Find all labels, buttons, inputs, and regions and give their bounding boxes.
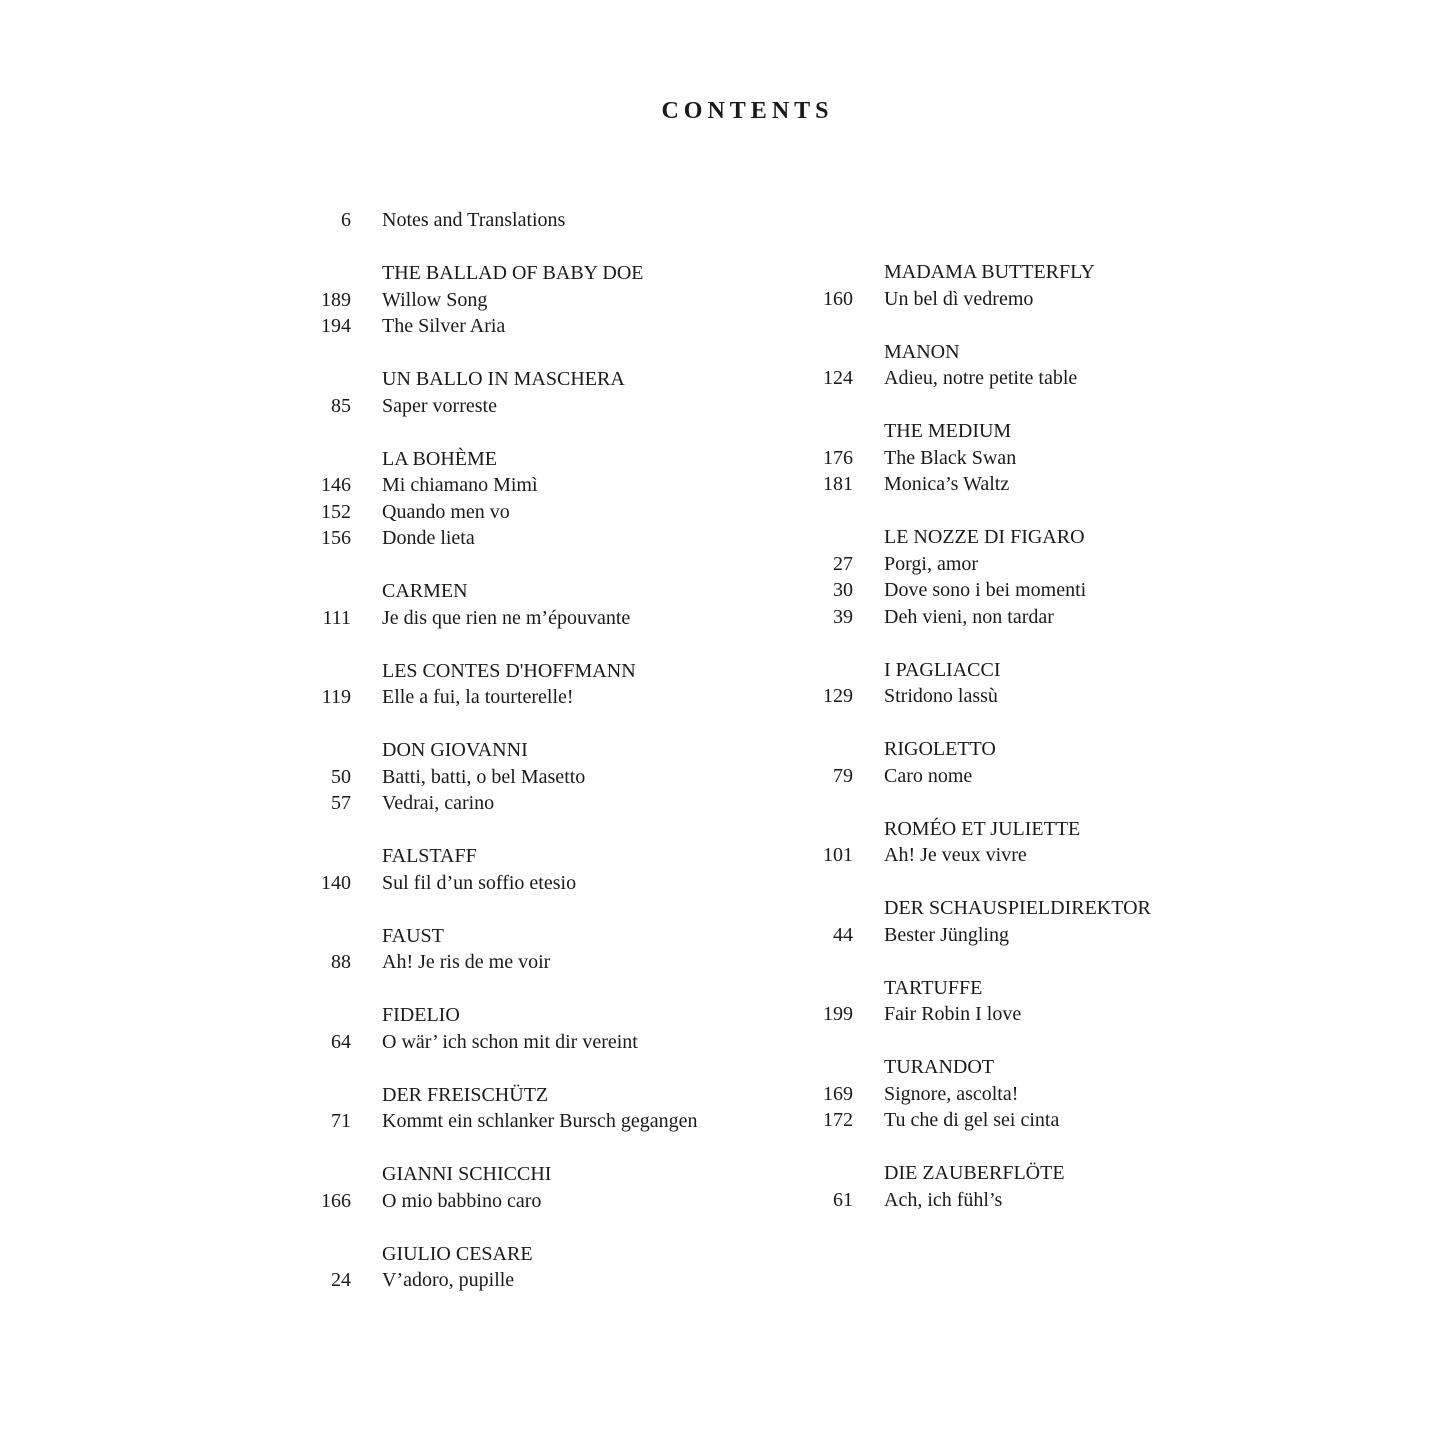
page-number: 27 xyxy=(833,552,853,575)
page-number: 30 xyxy=(833,579,853,601)
opera-title: DIE ZAUBERFLÖTE xyxy=(884,1162,1065,1184)
page-number: 44 xyxy=(833,923,853,946)
aria-entry xyxy=(300,1267,780,1294)
opera-heading xyxy=(300,366,780,393)
page-number: 181 xyxy=(823,473,853,495)
aria-title: Batti, batti, o bel Masetto xyxy=(382,765,586,788)
page-number: 111 xyxy=(322,606,351,629)
aria-title: Deh vieni, non tardar xyxy=(884,605,1054,628)
page-number: 172 xyxy=(823,1109,853,1131)
aria-title: Ach, ich fühl’s xyxy=(884,1188,1003,1211)
page-number: 39 xyxy=(833,605,853,628)
aria-title: Un bel dì vedremo xyxy=(884,287,1034,310)
opera-title: LES CONTES D'HOFFMANN xyxy=(382,659,636,682)
aria-entry xyxy=(802,365,1222,392)
opera-heading xyxy=(300,1241,780,1268)
page-number: 199 xyxy=(823,1003,853,1025)
opera-heading xyxy=(802,259,1222,286)
aria-title: Je dis que rien ne m’épouvante xyxy=(382,606,631,629)
opera-title: GIULIO CESARE xyxy=(382,1242,533,1265)
page-number: 124 xyxy=(823,367,853,389)
opera-heading xyxy=(300,923,780,950)
aria-title: Monica’s Waltz xyxy=(884,473,1010,495)
page-number: 101 xyxy=(823,844,853,866)
aria-title: Tu che di gel sei cinta xyxy=(884,1109,1060,1131)
aria-title: Ah! Je veux vivre xyxy=(884,844,1027,866)
page-number: 79 xyxy=(833,764,853,787)
aria-entry xyxy=(802,683,1222,710)
opera-title: DER FREISCHÜTZ xyxy=(382,1083,549,1106)
opera-title: TURANDOT xyxy=(884,1056,994,1078)
page-number: 189 xyxy=(321,288,351,311)
opera-title: MADAMA BUTTERFLY xyxy=(884,261,1095,283)
opera-heading xyxy=(300,446,780,473)
aria-entry xyxy=(802,577,1222,604)
page-number: 71 xyxy=(331,1110,351,1132)
aria-title: Dove sono i bei momenti xyxy=(884,579,1087,601)
aria-title: Fair Robin I love xyxy=(884,1003,1022,1025)
aria-entry xyxy=(300,1188,780,1215)
opera-title: MANON xyxy=(884,340,960,363)
contents-column-left xyxy=(300,207,780,1294)
opera-title: THE MEDIUM xyxy=(884,420,1012,442)
opera-heading xyxy=(802,339,1222,366)
aria-title: Elle a fui, la tourterelle! xyxy=(382,686,574,708)
opera-heading xyxy=(300,1161,780,1188)
page-number: 61 xyxy=(833,1188,853,1211)
opera-list-right xyxy=(802,259,1222,1213)
page-number: 152 xyxy=(321,500,351,523)
opera-title: FAUST xyxy=(382,924,444,947)
aria-entry xyxy=(802,604,1222,631)
aria-title: Sul fil d’un soffio etesio xyxy=(382,871,577,894)
aria-title: Quando men vo xyxy=(382,500,510,523)
opera-title: GIANNI SCHICCHI xyxy=(382,1163,552,1185)
opera-title: CARMEN xyxy=(382,580,468,602)
opera-heading xyxy=(802,657,1222,684)
opera-heading xyxy=(802,975,1222,1002)
entry-title: Notes and Translations xyxy=(382,209,566,231)
aria-entry xyxy=(802,842,1222,869)
opera-heading xyxy=(300,843,780,870)
aria-entry xyxy=(300,764,780,791)
aria-title: Willow Song xyxy=(382,288,488,311)
aria-title: V’adoro, pupille xyxy=(382,1269,515,1291)
aria-title: Stridono lassù xyxy=(884,685,998,707)
aria-entry xyxy=(300,287,780,314)
opera-title: TARTUFFE xyxy=(884,976,983,999)
aria-title: Porgi, amor xyxy=(884,552,979,575)
aria-title: O wär’ ich schon mit dir vereint xyxy=(382,1030,638,1053)
aria-entry xyxy=(300,949,780,976)
aria-entry xyxy=(300,790,780,817)
aria-title: Saper vorreste xyxy=(382,394,497,417)
aria-title: Vedrai, carino xyxy=(382,792,495,814)
opera-heading xyxy=(802,524,1222,551)
opera-title: I PAGLIACCI xyxy=(884,658,1001,681)
aria-entry xyxy=(802,763,1222,790)
opera-title: RIGOLETTO xyxy=(884,738,996,760)
opera-heading xyxy=(802,1160,1222,1187)
aria-title: Signore, ascolta! xyxy=(884,1082,1019,1105)
aria-entry xyxy=(300,1108,780,1135)
opera-heading xyxy=(300,578,780,605)
aria-entry xyxy=(300,684,780,711)
aria-entry xyxy=(802,286,1222,313)
opera-heading xyxy=(300,1082,780,1109)
aria-title: Ah! Je ris de me voir xyxy=(382,951,551,973)
aria-entry xyxy=(802,1107,1222,1134)
aria-entry xyxy=(802,551,1222,578)
aria-entry xyxy=(802,922,1222,949)
aria-entry xyxy=(300,393,780,420)
opera-title: LA BOHÈME xyxy=(382,447,497,470)
intro-entry xyxy=(300,207,780,234)
page-number: 169 xyxy=(823,1082,853,1105)
aria-entry xyxy=(300,499,780,526)
aria-title: Kommt ein schlanker Bursch gegangen xyxy=(382,1110,698,1132)
page-number: 140 xyxy=(321,871,351,894)
aria-title: The Black Swan xyxy=(884,446,1017,469)
page-number: 146 xyxy=(321,474,351,496)
opera-title: UN BALLO IN MASCHERA xyxy=(382,368,625,390)
opera-title: ROMÉO ET JULIETTE xyxy=(884,817,1081,840)
aria-title: Adieu, notre petite table xyxy=(884,367,1078,389)
opera-heading xyxy=(802,1054,1222,1081)
opera-heading xyxy=(300,658,780,685)
opera-title: FALSTAFF xyxy=(382,845,477,867)
page-title: CONTENTS xyxy=(661,98,834,124)
opera-heading xyxy=(802,418,1222,445)
contents-column-right xyxy=(802,259,1222,1213)
aria-entry xyxy=(802,1001,1222,1028)
opera-heading xyxy=(802,895,1222,922)
opera-heading xyxy=(300,737,780,764)
page-number: 24 xyxy=(331,1269,351,1291)
opera-heading xyxy=(802,816,1222,843)
page-number: 88 xyxy=(331,951,351,973)
opera-title: DON GIOVANNI xyxy=(382,739,528,761)
page-number: 194 xyxy=(321,315,351,337)
aria-title: Caro nome xyxy=(884,764,973,787)
opera-title: FIDELIO xyxy=(382,1004,460,1026)
aria-title: Mi chiamano Mimì xyxy=(382,474,538,496)
page-number: 119 xyxy=(321,686,351,708)
aria-entry xyxy=(300,472,780,499)
opera-title: THE BALLAD OF BABY DOE xyxy=(382,262,644,284)
aria-title: Donde lieta xyxy=(382,527,475,549)
opera-title: LE NOZZE DI FIGARO xyxy=(884,526,1085,548)
page-number: 156 xyxy=(321,527,351,549)
aria-entry xyxy=(300,870,780,897)
page-number: 129 xyxy=(823,685,853,707)
aria-entry xyxy=(300,525,780,552)
opera-heading xyxy=(300,260,780,287)
aria-entry xyxy=(300,313,780,340)
page-number: 57 xyxy=(331,792,351,814)
opera-heading xyxy=(300,1002,780,1029)
page-number: 176 xyxy=(823,446,853,469)
opera-title: DER SCHAUSPIELDIREKTOR xyxy=(884,897,1151,919)
aria-entry xyxy=(300,1029,780,1056)
aria-entry xyxy=(802,1081,1222,1108)
aria-entry xyxy=(802,471,1222,498)
page-number: 50 xyxy=(331,765,351,788)
aria-entry xyxy=(300,605,780,632)
page-number: 64 xyxy=(331,1030,351,1053)
aria-title: Bester Jüngling xyxy=(884,923,1009,946)
page-number: 6 xyxy=(341,209,351,231)
opera-heading xyxy=(802,736,1222,763)
page-number: 85 xyxy=(331,394,351,417)
page-number: 160 xyxy=(823,287,853,310)
page-number: 166 xyxy=(321,1189,351,1212)
opera-list-left xyxy=(300,260,780,1294)
aria-entry xyxy=(802,1187,1222,1214)
aria-entry xyxy=(802,445,1222,472)
aria-title: O mio babbino caro xyxy=(382,1189,542,1212)
aria-title: The Silver Aria xyxy=(382,315,506,337)
